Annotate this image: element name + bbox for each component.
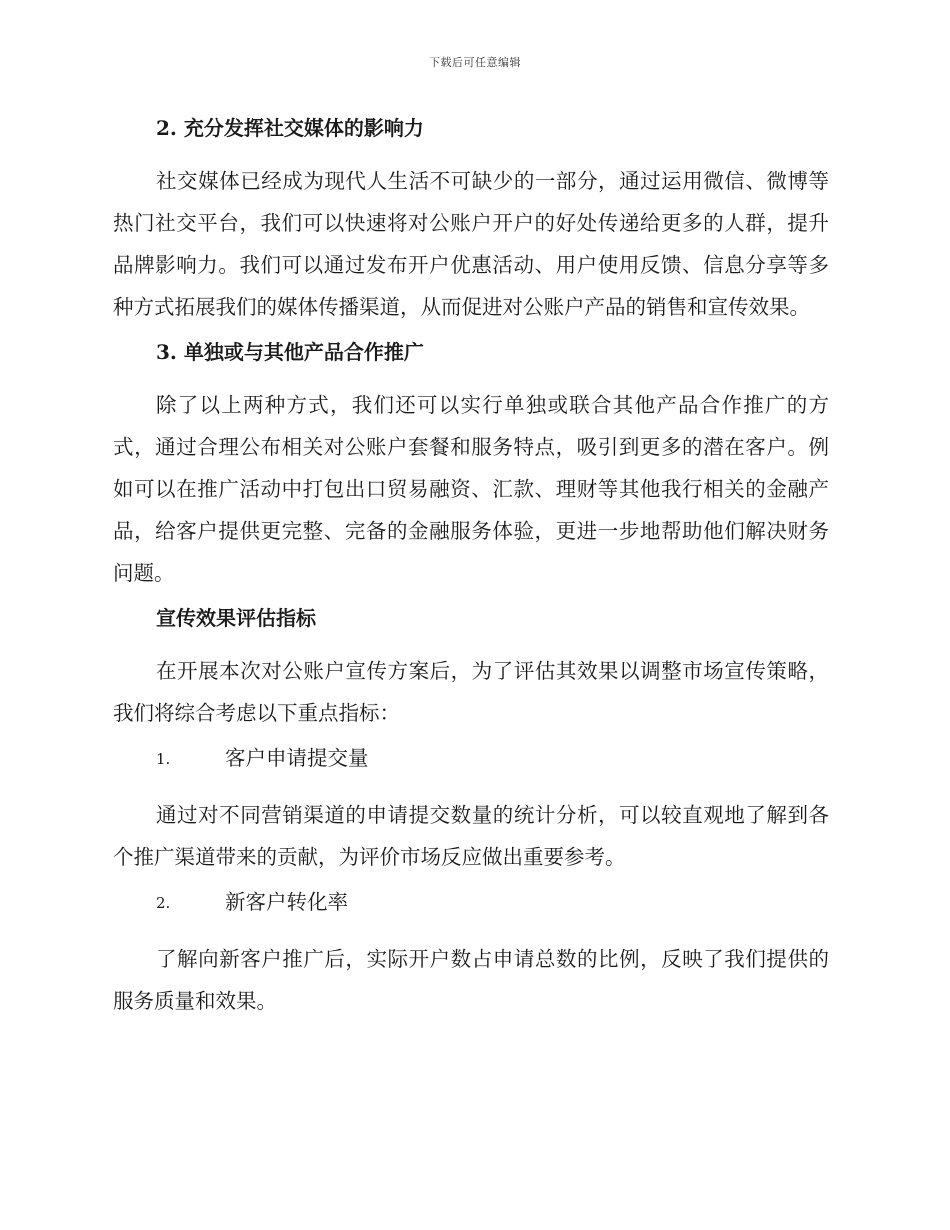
- section-heading-cooperation: 3. 单独或与其他产品合作推广: [156, 340, 424, 364]
- list-item-label: 客户申请提交量: [225, 746, 369, 770]
- section-heading-evaluation: 宣传效果评估指标: [156, 606, 316, 630]
- paragraph-application-volume: 通过对不同营销渠道的申请提交数量的统计分析，可以较直观地了解到各个推广渠道带来的贡献，为评价市场反应做出重要参考。: [113, 803, 829, 869]
- list-number: 2.: [156, 894, 171, 912]
- document-body: [113, 108, 829, 1032]
- paragraph-conversion-rate: 了解向新客户推广后，实际开户数占申请总数的比例，反映了我们提供的服务质量和效果。: [113, 947, 829, 1013]
- list-item-application-volume: [113, 744, 829, 774]
- paragraph-social-media: 社交媒体已经成为现代人生活不可缺少的一部分，通过运用微信、微博等热门社交平台，我们可以快速将对公账户开户的好处传递给更多的人群，提升品牌影响力。我们可以通过发布开户优惠活动、用户使用反馈、信息分享等多种方式拓展我们的媒体传播渠道，从而促进对公账户产品的销售和宣传效果。: [113, 169, 829, 319]
- section-heading-social-media: 2. 充分发挥社交媒体的影响力: [156, 116, 424, 140]
- paragraph-cooperation: 除了以上两种方式，我们还可以实行单独或联合其他产品合作推广的方式，通过合理公布相关对公账户套餐和服务特点，吸引到更多的潜在客户。例如可以在推广活动中打包出口贸易融资、汇款、理财等其他我行相关的金融产品，给客户提供更完整、完备的金融服务体验，更进一步地帮助他们解决财务问题。: [113, 393, 829, 585]
- paragraph-evaluation-intro: 在开展本次对公账户宣传方案后，为了评估其效果以调整市场宣传策略，我们将综合考虑以下重点指标：: [113, 659, 829, 725]
- list-item-label: 新客户转化率: [225, 890, 348, 914]
- list-item-conversion-rate: [113, 888, 829, 918]
- running-header: 下载后可任意编辑: [429, 56, 521, 69]
- list-number: 1.: [156, 750, 171, 768]
